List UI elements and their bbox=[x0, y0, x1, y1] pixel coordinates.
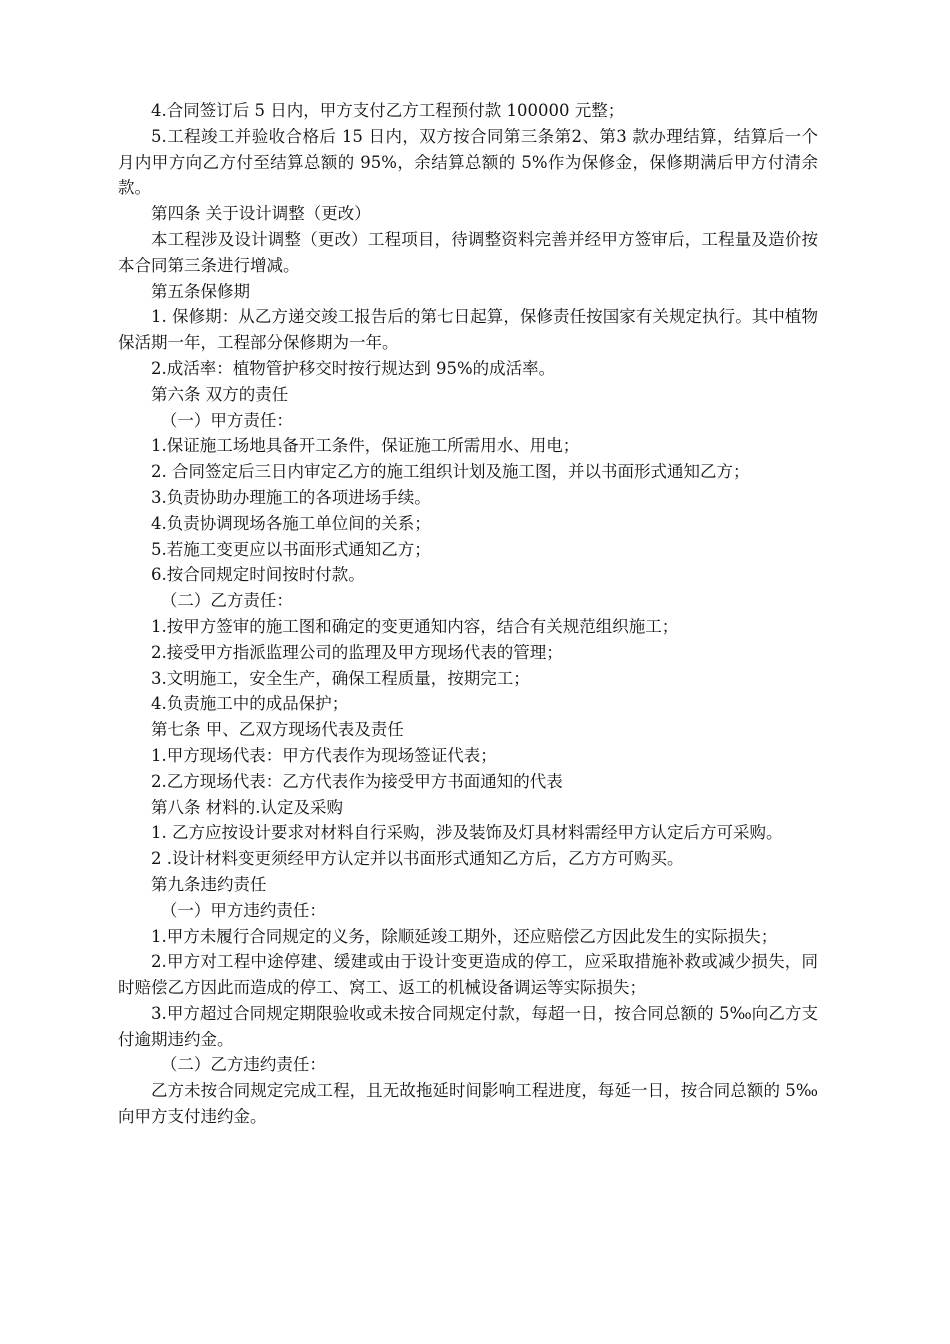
clause-settlement: 5.工程竣工并验收合格后 15 日内，双方按合同第三条第2、第3 款办理结算，结算后一个月内甲方向乙方付至结算总额的 95%，余结算总额的 5%作为保修金，保修期满后甲方付清余款。 bbox=[118, 126, 818, 198]
party-b-duty-2: 2.接受甲方指派监理公司的监理及甲方现场代表的管理； bbox=[151, 642, 563, 662]
party-b-breach-heading: （二）乙方违约责任： bbox=[160, 1055, 326, 1075]
party-a-duty-5: 5.若施工变更应以书面形式通知乙方； bbox=[151, 539, 431, 559]
article-9-heading: 第九条违约责任 bbox=[151, 874, 267, 894]
party-a-breach-2: 2.甲方对工程中途停建、缓建或由于设计变更造成的停工，应采取措施补救或减少损失，同时赔偿乙方因此而造成的停工、窝工、返工的机械设备调运等实际损失； bbox=[118, 952, 818, 998]
clause-payment-advance: 4.合同签订后 5 日内，甲方支付乙方工程预付款 100000 元整； bbox=[151, 101, 625, 120]
party-a-breach-heading: （一）甲方违约责任： bbox=[160, 900, 326, 920]
article-5-heading: 第五条保修期 bbox=[151, 281, 250, 301]
article-7-heading: 第七条 甲、乙双方现场代表及责任 bbox=[151, 720, 404, 740]
document-body bbox=[118, 98, 818, 1130]
party-b-duty-1: 1.按甲方签审的施工图和确定的变更通知内容，结合有关规范组织施工； bbox=[151, 616, 679, 636]
article-8-heading: 第八条 材料的.认定及采购 bbox=[151, 797, 343, 817]
party-b-breach-text: 乙方未按合同规定完成工程，且无故拖延时间影响工程进度，每延一日，按合同总额的 5‰向甲方支付违约金。 bbox=[118, 1081, 818, 1127]
party-a-duty-1: 1.保证施工场地具备开工条件，保证施工所需用水、用电； bbox=[151, 436, 580, 456]
article-6-heading: 第六条 双方的责任 bbox=[151, 384, 289, 404]
article-5-item-1: 1. 保修期：从乙方递交竣工报告后的第七日起算，保修责任按国家有关规定执行。其中植物保活期一年，工程部分保修期为一年。 bbox=[118, 307, 818, 353]
party-a-duty-6: 6.按合同规定时间按时付款。 bbox=[151, 565, 365, 585]
party-a-breach-1: 1.甲方未履行合同规定的义务，除顺延竣工期外，还应赔偿乙方因此发生的实际损失； bbox=[151, 926, 778, 946]
article-4-heading: 第四条 关于设计调整（更改） bbox=[151, 204, 371, 224]
party-b-duty-3: 3.文明施工，安全生产，确保工程质量，按期完工； bbox=[151, 668, 530, 688]
article-4-text: 本工程涉及设计调整（更改）工程项目，待调整资料完善并经甲方签审后，工程量及造价按本合同第三条进行增减。 bbox=[118, 229, 818, 275]
article-8-item-2: 2 .设计材料变更须经甲方认定并以书面形式通知乙方后，乙方方可购买。 bbox=[151, 849, 684, 869]
party-b-duties-heading: （二）乙方责任： bbox=[160, 591, 293, 611]
article-5-item-2: 2.成活率：植物管护移交时按行规达到 95%的成活率。 bbox=[151, 358, 556, 378]
party-a-duty-2: 2. 合同签定后三日内审定乙方的施工组织计划及施工图，并以书面形式通知乙方； bbox=[151, 462, 750, 482]
party-b-duty-4: 4.负责施工中的成品保护； bbox=[151, 694, 349, 714]
party-a-breach-3: 3.甲方超过合同规定期限验收或未按合同规定付款，每超一日，按合同总额的 5‰向乙方支付逾期违约金。 bbox=[118, 1003, 818, 1049]
article-7-item-1: 1.甲方现场代表：甲方代表作为现场签证代表； bbox=[151, 745, 497, 765]
article-8-item-1: 1. 乙方应按设计要求对材料自行采购，涉及装饰及灯具材料需经甲方认定后方可采购。 bbox=[151, 823, 783, 843]
party-a-duties-heading: （一）甲方责任： bbox=[160, 410, 293, 430]
party-a-duty-3: 3.负责协助办理施工的各项进场手续。 bbox=[151, 487, 431, 507]
party-a-duty-4: 4.负责协调现场各施工单位间的关系； bbox=[151, 513, 431, 533]
article-7-item-2: 2.乙方现场代表：乙方代表作为接受甲方书面通知的代表 bbox=[151, 771, 563, 791]
